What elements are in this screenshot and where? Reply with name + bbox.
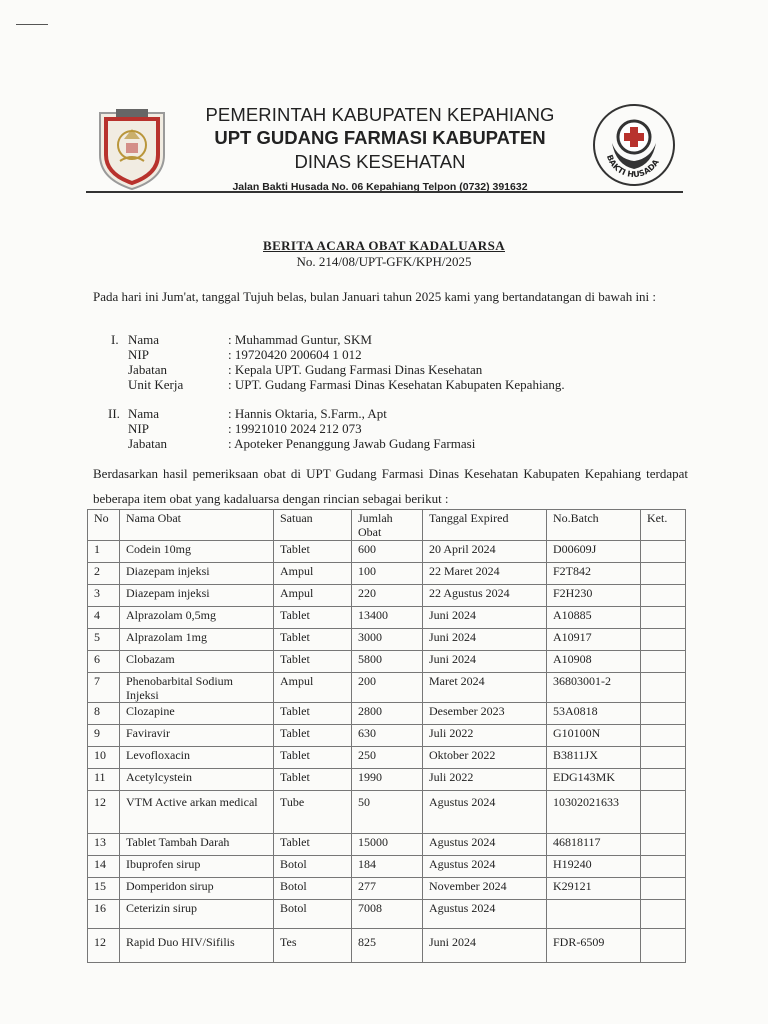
cell-expired: Maret 2024 (423, 673, 547, 703)
cell-expired: Juli 2022 (423, 769, 547, 791)
cell-satuan: Tablet (274, 703, 352, 725)
cell-jumlah: 630 (352, 725, 423, 747)
table-row (88, 791, 686, 834)
cell-jumlah: 5800 (352, 651, 423, 673)
cell-batch: F2H230 (547, 585, 641, 607)
cell-satuan: Botol (274, 856, 352, 878)
cell-jumlah: 600 (352, 541, 423, 563)
person1-roman: I. (111, 332, 119, 347)
cell-nama-obat: Ibuprofen sirup (120, 856, 274, 878)
cell-ket (641, 747, 686, 769)
cell-satuan: Tablet (274, 769, 352, 791)
cell-nama-obat: Alprazolam 0,5mg (120, 607, 274, 629)
person2-nama: : Hannis Oktaria, S.Farm., Apt (228, 406, 387, 421)
cell-batch: 53A0818 (547, 703, 641, 725)
cell-batch: 36803001-2 (547, 673, 641, 703)
cell-no: 11 (88, 769, 120, 791)
cell-batch: 10302021633 (547, 791, 641, 834)
cell-ket (641, 673, 686, 703)
cell-nama-obat: Clozapine (120, 703, 274, 725)
header-nama-obat: Nama Obat (120, 510, 274, 541)
cell-nama-obat: Acetylcystein (120, 769, 274, 791)
table-row (88, 725, 686, 747)
cell-satuan: Botol (274, 878, 352, 900)
table-header-row (88, 510, 686, 541)
bakti-husada-logo-icon (592, 103, 676, 187)
header-jumlah-obat: Jumlah Obat (352, 510, 423, 541)
cell-satuan: Ampul (274, 673, 352, 703)
table-row (88, 769, 686, 791)
pen-mark (16, 24, 48, 25)
cell-nama-obat: Clobazam (120, 651, 274, 673)
cell-ket (641, 563, 686, 585)
person2-jabatan-label: Jabatan (128, 436, 167, 451)
letterhead (170, 104, 590, 194)
cell-jumlah: 13400 (352, 607, 423, 629)
table-row (88, 563, 686, 585)
person1-nama: : Muhammad Guntur, SKM (228, 332, 372, 347)
cell-expired: Juni 2024 (423, 929, 547, 963)
cell-batch: FDR-6509 (547, 929, 641, 963)
cell-expired: Agustus 2024 (423, 900, 547, 929)
cell-no: 12 (88, 791, 120, 834)
cell-nama-obat: Rapid Duo HIV/Sifilis (120, 929, 274, 963)
cell-ket (641, 769, 686, 791)
cell-no: 9 (88, 725, 120, 747)
table-row (88, 878, 686, 900)
person1-unit-label: Unit Kerja (128, 377, 184, 392)
person1-nama-label: Nama (128, 332, 160, 347)
cell-satuan: Tablet (274, 834, 352, 856)
person1-unit: : UPT. Gudang Farmasi Dinas Kesehatan Kabupaten Kepahiang. (228, 377, 565, 392)
cell-satuan: Tablet (274, 541, 352, 563)
header-no-batch: No.Batch (547, 510, 641, 541)
cell-nama-obat: Domperidon sirup (120, 878, 274, 900)
table-row (88, 834, 686, 856)
header-ket: Ket. (641, 510, 686, 541)
cell-nama-obat: Tablet Tambah Darah (120, 834, 274, 856)
cell-satuan: Tablet (274, 725, 352, 747)
cell-jumlah: 7008 (352, 900, 423, 929)
cell-nama-obat: VTM Active arkan medical (120, 791, 274, 834)
cell-jumlah: 15000 (352, 834, 423, 856)
cell-satuan: Tablet (274, 747, 352, 769)
cell-no: 8 (88, 703, 120, 725)
cell-ket (641, 900, 686, 929)
cell-batch: F2T842 (547, 563, 641, 585)
table-row (88, 673, 686, 703)
cell-nama-obat: Codein 10mg (120, 541, 274, 563)
cell-ket (641, 651, 686, 673)
cell-ket (641, 607, 686, 629)
table-row (88, 651, 686, 673)
cell-ket (641, 541, 686, 563)
cell-nama-obat: Alprazolam 1mg (120, 629, 274, 651)
cell-expired: 22 Agustus 2024 (423, 585, 547, 607)
cell-batch: K29121 (547, 878, 641, 900)
person2-nama-label: Nama (128, 406, 160, 421)
letterhead-rule (86, 191, 683, 193)
person2-roman: II. (108, 406, 120, 421)
cell-ket (641, 703, 686, 725)
person1-jabatan-label: Jabatan (128, 362, 167, 377)
cell-jumlah: 200 (352, 673, 423, 703)
person2-nip: : 19921010 2024 212 073 (228, 421, 362, 436)
cell-no: 7 (88, 673, 120, 703)
table-row (88, 703, 686, 725)
cell-batch: 46818117 (547, 834, 641, 856)
cell-expired: 20 April 2024 (423, 541, 547, 563)
table-row (88, 747, 686, 769)
table-row (88, 607, 686, 629)
cell-no: 13 (88, 834, 120, 856)
cell-batch: H19240 (547, 856, 641, 878)
header-satuan: Satuan (274, 510, 352, 541)
document-title: BERITA ACARA OBAT KADALUARSA (263, 238, 505, 253)
cell-ket (641, 791, 686, 834)
table-row (88, 929, 686, 963)
body-paragraph: Berdasarkan hasil pemeriksaan obat di UPT Gudang Farmasi Dinas Kesehatan Kabupaten Kepahiang terdapat beberapa item obat yang kadaluarsa dengan rincian sebagai berikut : (93, 466, 688, 506)
letterhead-address: Jalan Bakti Husada No. 06 Kepahiang Telpon (0732) 391632 (232, 181, 528, 193)
cell-jumlah: 825 (352, 929, 423, 963)
cell-batch: D00609J (547, 541, 641, 563)
cell-no: 15 (88, 878, 120, 900)
cell-ket (641, 585, 686, 607)
cell-nama-obat: Ceterizin sirup (120, 900, 274, 929)
cell-ket (641, 929, 686, 963)
cell-nama-obat: Diazepam injeksi (120, 585, 274, 607)
cell-nama-obat: Faviravir (120, 725, 274, 747)
cell-nama-obat: Phenobarbital Sodium Injeksi (120, 673, 274, 703)
cell-jumlah: 3000 (352, 629, 423, 651)
cell-no: 6 (88, 651, 120, 673)
cell-no: 10 (88, 747, 120, 769)
person2-nip-label: NIP (128, 421, 149, 436)
letterhead-line2: UPT GUDANG FARMASI KABUPATEN (214, 127, 546, 148)
cell-jumlah: 50 (352, 791, 423, 834)
cell-satuan: Ampul (274, 585, 352, 607)
cell-expired: Juni 2024 (423, 651, 547, 673)
cell-batch: G10100N (547, 725, 641, 747)
letterhead-line1: PEMERINTAH KABUPATEN KEPAHIANG (205, 104, 555, 125)
cell-nama-obat: Levofloxacin (120, 747, 274, 769)
document-number: No. 214/08/UPT-GFK/KPH/2025 (296, 254, 472, 269)
cell-jumlah: 220 (352, 585, 423, 607)
cell-no: 5 (88, 629, 120, 651)
intro-paragraph: Pada hari ini Jum'at, tanggal Tujuh belas, bulan Januari tahun 2025 kami yang bertandatangan di bawah ini : (93, 289, 657, 304)
cell-expired: Agustus 2024 (423, 791, 547, 834)
cell-expired: Desember 2023 (423, 703, 547, 725)
cell-no: 14 (88, 856, 120, 878)
cell-expired: Juli 2022 (423, 725, 547, 747)
cell-no: 16 (88, 900, 120, 929)
cell-satuan: Botol (274, 900, 352, 929)
cell-jumlah: 250 (352, 747, 423, 769)
cell-ket (641, 878, 686, 900)
cell-nama-obat: Diazepam injeksi (120, 563, 274, 585)
letterhead-line3: DINAS KESEHATAN (294, 151, 466, 172)
cell-jumlah: 2800 (352, 703, 423, 725)
cell-expired: Agustus 2024 (423, 834, 547, 856)
cell-batch: B3811JX (547, 747, 641, 769)
person2-jabatan: : Apoteker Penanggung Jawab Gudang Farmasi (228, 436, 476, 451)
cell-no: 12 (88, 929, 120, 963)
kabupaten-emblem-icon (94, 103, 170, 191)
cell-ket (641, 725, 686, 747)
bakti-husada-logo-text: BAKTI HUSADA (604, 153, 661, 180)
cell-batch: EDG143MK (547, 769, 641, 791)
expired-drugs-table (87, 509, 686, 963)
header-tanggal-expired: Tanggal Expired (423, 510, 547, 541)
person1-jabatan: : Kepala UPT. Gudang Farmasi Dinas Kesehatan (228, 362, 483, 377)
cell-ket (641, 629, 686, 651)
cell-no: 1 (88, 541, 120, 563)
cell-no: 4 (88, 607, 120, 629)
cell-expired: November 2024 (423, 878, 547, 900)
cell-batch: A10885 (547, 607, 641, 629)
cell-satuan: Tube (274, 791, 352, 834)
cell-expired: Oktober 2022 (423, 747, 547, 769)
cell-expired: Juni 2024 (423, 629, 547, 651)
cell-jumlah: 100 (352, 563, 423, 585)
cell-satuan: Tablet (274, 651, 352, 673)
cell-satuan: Tes (274, 929, 352, 963)
cell-batch: A10917 (547, 629, 641, 651)
person1-nip: : 19720420 200604 1 012 (228, 347, 362, 362)
table-row (88, 541, 686, 563)
cell-batch: A10908 (547, 651, 641, 673)
cell-batch (547, 900, 641, 929)
table-row (88, 585, 686, 607)
cell-ket (641, 856, 686, 878)
table-row (88, 629, 686, 651)
table-row (88, 856, 686, 878)
cell-satuan: Ampul (274, 563, 352, 585)
table-row (88, 900, 686, 929)
cell-ket (641, 834, 686, 856)
cell-no: 2 (88, 563, 120, 585)
cell-expired: Juni 2024 (423, 607, 547, 629)
cell-jumlah: 1990 (352, 769, 423, 791)
cell-expired: Agustus 2024 (423, 856, 547, 878)
cell-jumlah: 277 (352, 878, 423, 900)
cell-jumlah: 184 (352, 856, 423, 878)
table-body (88, 541, 686, 963)
header-no: No (88, 510, 120, 541)
cell-satuan: Tablet (274, 607, 352, 629)
person1-nip-label: NIP (128, 347, 149, 362)
cell-no: 3 (88, 585, 120, 607)
cell-expired: 22 Maret 2024 (423, 563, 547, 585)
cell-satuan: Tablet (274, 629, 352, 651)
